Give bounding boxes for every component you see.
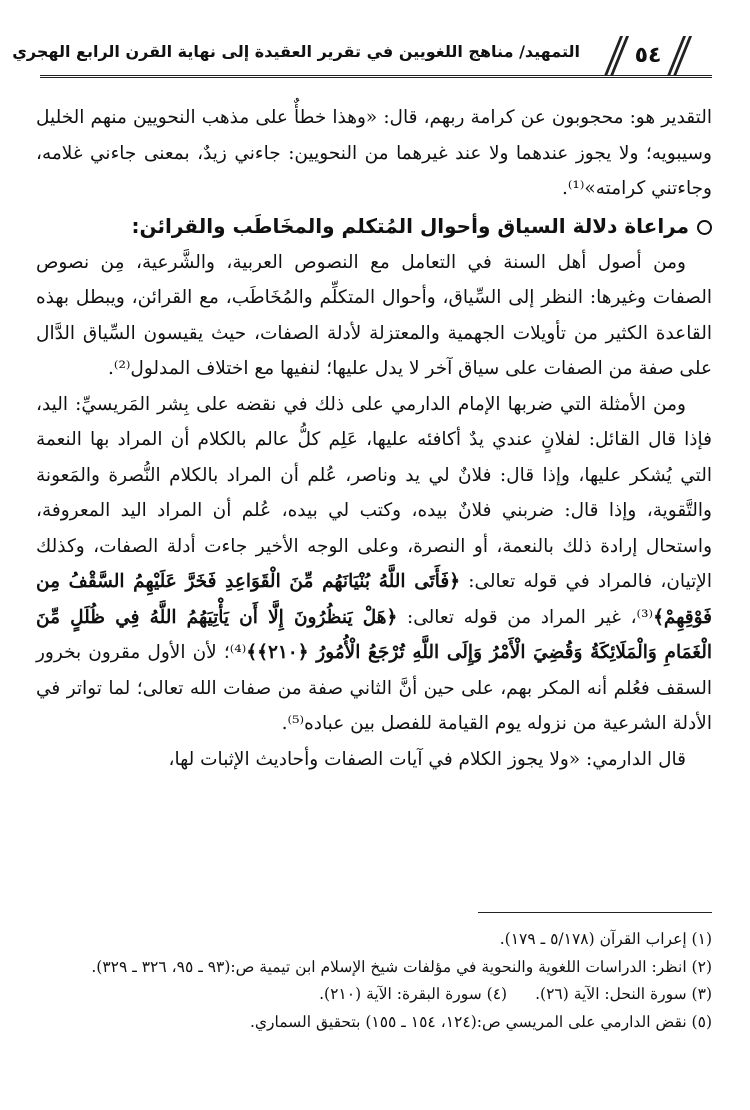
paragraph-3-part-c: ⁽⁴⁾؛ لأن الأول مقرون بخرور السقف فعُلم أنه المكر بهم، على حين أنَّ الثاني صفة من صفات الله تعالى؛ لما تواتر في الأدلة الشرعية من نزوله يوم القيامة للفصل بين عباده⁽⁵⁾. xyxy=(36,642,712,734)
footnote-2: (٢) انظر: الدراسات اللغوية والنحوية في مؤلفات شيخ الإسلام ابن تيمية ص:(٩٣ ـ ٩٥، ٣٢٦ ـ ٣٢٩). xyxy=(91,957,712,976)
page-number-box xyxy=(608,40,688,70)
paragraph-4: قال الدارمي: «ولا يجوز الكلام في آيات الصفات وأحاديث الإثبات لها، xyxy=(168,748,686,770)
header-double-rule xyxy=(40,75,712,78)
header-title: التمهيد/ مناهج اللغويين في تقرير العقيدة إلى نهاية القرن الرابع الهجري xyxy=(12,42,580,61)
section-heading-text: مراعاة دلالة السياق وأحوال المُتكلم والمخَاطَب والقرائن: xyxy=(131,213,689,238)
footnote-1: (١) إعراب القرآن (٥/١٧٨ ـ ١٧٩). xyxy=(499,930,712,948)
footnotes xyxy=(36,926,712,1036)
circle-bullet-icon xyxy=(697,220,712,235)
paragraph-3 xyxy=(36,387,712,742)
paragraph-3-part-b: ⁽³⁾، غير المراد من قوله تعالى: xyxy=(397,606,654,628)
quran-verse-2: ﴿هَلْ يَنظُرُونَ إِلَّا أَن يَأْتِيَهُمُ اللَّهُ فِي ظُلَلٍ مِّنَ الْغَمَامِ وَالْمَلَائِكَةُ وَقُضِيَ الْأَمْرُ وَإِلَى اللَّهِ تُرْجَعُ الْأُمُورُ ﴿٢١٠﴾﴾ xyxy=(36,606,712,663)
section-heading xyxy=(36,207,712,245)
paragraph-2: ومن أصول أهل السنة في التعامل مع النصوص العربية، والشَّرعية، مِن نصوص الصفات وغيرها: النظر إلى السِّياق، وأحوال المتكلِّم والمُخَاطَب، مع القرائن، ويبطل بهذه القاعدة الكثير من تأويلات الجهمية والمعتزلة لأدلة الصفات، حيث يقيسون السِّياق الدَّال على صفة من الصفات على سياق آخر لا يدل عليها؛ لنفيها مع اختلاف المدلول⁽²⁾. xyxy=(36,251,712,379)
footnote-4: (٤) سورة البقرة: الآية (٢١٠). xyxy=(319,985,508,1003)
page-number: ٥٤ xyxy=(634,42,662,68)
quran-verse-1: ﴿فَأَتَى اللَّهُ بُنْيَانَهُم مِّنَ الْقَوَاعِدِ فَخَرَّ عَلَيْهِمُ السَّقْفُ مِن فَوْقِهِمْ﴾ xyxy=(36,571,712,628)
paragraph-1: التقدير هو: محجوبون عن كرامة ربهم، قال: «وهذا خطأٌ على مذهب النحويين منهم الخليل وسيبويه؛ ولا يجوز عندهما ولا عند غيرهما من النحويين: جاءني زيدٌ، بمعنى جاءني غلامه، وجاءتني كرامته»⁽¹⁾. xyxy=(36,107,712,199)
footnote-5: (٥) نقض الدارمي على المريسي ص:(١٢٤، ١٥٤ ـ ١٥٥) بتحقيق السماري. xyxy=(249,1012,712,1031)
footnote-3: (٣) سورة النحل: الآية (٢٦). xyxy=(535,985,712,1003)
main-text xyxy=(36,100,712,777)
running-header xyxy=(12,40,712,84)
paragraph-3-part-a: ومن الأمثلة التي ضربها الإمام الدارمي على ذلك في نقضه على بِشر المَريسيِّ: اليد، فإذا قال القائل: لفلانٍ عندي يدٌ أكافئه عليها، عَلِم كلُّ عالم بالكلام أن المراد بها النعمة التي يُشكر عليها، وإذا قال: فلانٌ لي يد وناصر، عُلم أن المراد بالكلام النُّصرة والمَعونة والتَّقوية، وإذا قال: ضربني فلانٌ بيده، وكتب لي بيده، عُلم أن المراد اليد المعروفة، واستحال إرادة ذلك بالنعمة، أو النصرة، وعلى الوجه الأخير جاءت أدلة الصفات، وكذلك الإتيان، فالمراد في قوله تعالى: xyxy=(36,393,713,592)
footnote-divider xyxy=(478,912,712,913)
footnote-row-3-4 xyxy=(36,981,712,1009)
